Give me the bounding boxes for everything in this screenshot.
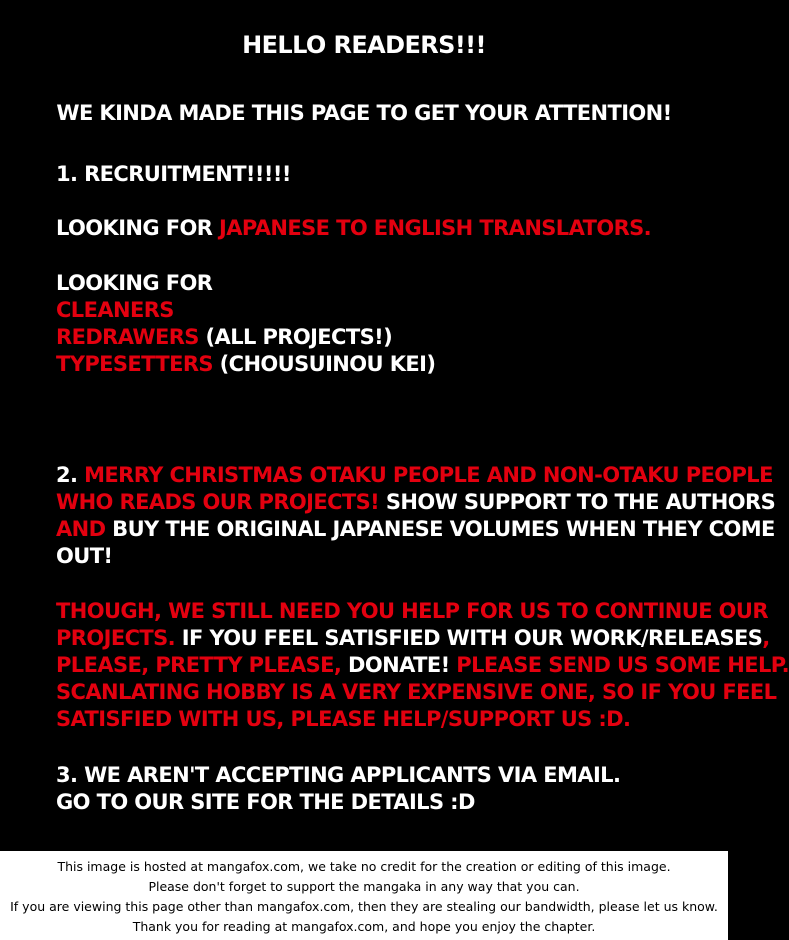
support-authors: SHOW SUPPORT TO THE AUTHORS bbox=[379, 490, 776, 514]
section2-number: 2. bbox=[56, 463, 85, 487]
christmas-readers: WHO READS OUR PROJECTS! bbox=[56, 490, 380, 514]
satisfied-text: IF YOU FEEL SATISFIED WITH OUR WORK/RELEASES bbox=[175, 626, 763, 650]
buy-volumes: BUY THE ORIGINAL JAPANESE VOLUMES WHEN THEY COME bbox=[105, 517, 775, 541]
and-word: AND bbox=[56, 517, 106, 541]
intro-text: WE KINDA MADE THIS PAGE TO GET YOUR ATTENTION! bbox=[56, 101, 672, 125]
donate-line-5: SATISFIED WITH US, PLEASE HELP/SUPPORT US :D. bbox=[56, 707, 631, 731]
role-typesetters-line bbox=[56, 351, 435, 378]
footer-line-3: If you are viewing this page other than mangafox.com, then they are stealing our bandwidth, please let us know. bbox=[10, 899, 718, 914]
donate-line-2 bbox=[56, 625, 770, 652]
footer-line-1: This image is hosted at mangafox.com, we take no credit for the creation or editing of this image. bbox=[57, 859, 671, 874]
hosting-footer bbox=[0, 851, 728, 940]
send-help: PLEASE SEND US SOME HELP. bbox=[449, 653, 789, 677]
role-redrawers-line bbox=[56, 324, 392, 351]
donate-line-3 bbox=[56, 652, 789, 679]
translators-line bbox=[56, 215, 651, 242]
page-heading: HELLO READERS!!! bbox=[242, 31, 486, 59]
christmas-line-4: OUT! bbox=[56, 544, 113, 568]
donate-line-1: THOUGH, WE STILL NEED YOU HELP FOR US TO CONTINUE OUR bbox=[56, 599, 768, 623]
christmas-line-2 bbox=[56, 489, 775, 516]
christmas-greeting: MERRY CHRISTMAS OTAKU PEOPLE AND NON-OTAKU PEOPLE bbox=[84, 463, 773, 487]
christmas-line-1 bbox=[56, 462, 773, 489]
translators-prefix: LOOKING FOR bbox=[56, 216, 220, 240]
role-cleaners: CLEANERS bbox=[56, 298, 174, 322]
role-redrawers: REDRAWERS bbox=[56, 325, 199, 349]
looking-for-line: LOOKING FOR bbox=[56, 271, 213, 295]
footer-line-2: Please don't forget to support the mangaka in any way that you can. bbox=[148, 879, 580, 894]
recruitment-title: 1. RECRUITMENT!!!!! bbox=[56, 162, 291, 186]
pretty-please: PLEASE, PRETTY PLEASE, bbox=[56, 653, 342, 677]
christmas-line-3 bbox=[56, 516, 775, 543]
typesetters-note: (CHOUSUINOU KEI) bbox=[212, 352, 436, 376]
comma-mark: , bbox=[762, 626, 770, 650]
role-typesetters: TYPESETTERS bbox=[56, 352, 213, 376]
projects-word: PROJECTS. bbox=[56, 626, 176, 650]
donate-line-4: SCANLATING HOBBY IS A VERY EXPENSIVE ONE, SO IF YOU FEEL bbox=[56, 680, 777, 704]
footer-line-4: Thank you for reading at mangafox.com, and hope you enjoy the chapter. bbox=[132, 919, 596, 934]
redrawers-note: (ALL PROJECTS!) bbox=[198, 325, 393, 349]
site-details-line: GO TO OUR SITE FOR THE DETAILS :D bbox=[56, 790, 475, 814]
translators-role: JAPANESE TO ENGLISH TRANSLATORS. bbox=[219, 216, 652, 240]
applicants-line: 3. WE AREN'T ACCEPTING APPLICANTS VIA EMAIL. bbox=[56, 763, 621, 787]
donate-word: DONATE! bbox=[341, 653, 450, 677]
